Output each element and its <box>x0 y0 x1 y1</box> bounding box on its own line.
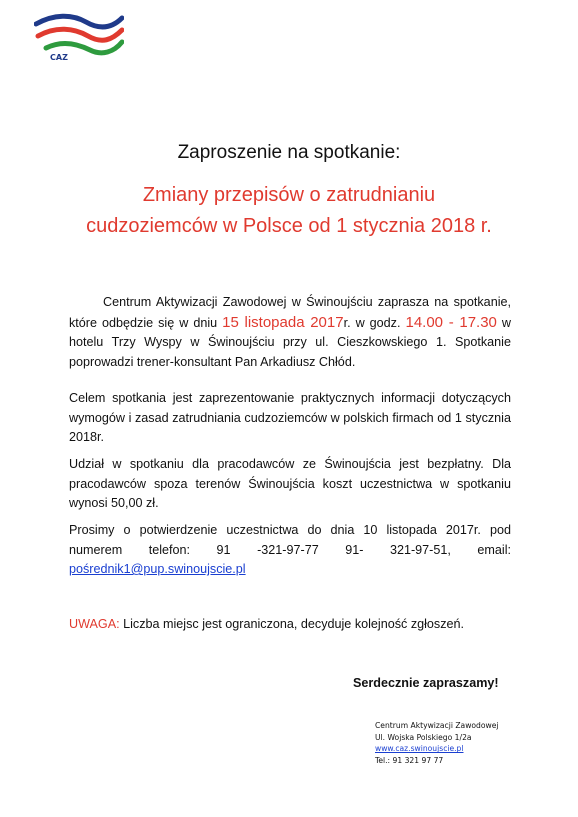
confirmation-paragraph <box>69 521 511 580</box>
closing-text: Serdecznie zapraszamy! <box>353 676 499 690</box>
email-link[interactable]: pośrednik1@pup.swinoujscie.pl <box>69 562 246 576</box>
details-text-a: Centrum Aktywizacji Zawodowej w Świnoujściu zaprasza na spotkanie, które odbędzie się w dniu <box>69 295 511 330</box>
footer-address: Ul. Wojska Polskiego 1/2a <box>375 732 472 742</box>
footer-contact <box>375 720 499 767</box>
details-text-b: r. w godz. <box>343 315 406 330</box>
topic-line-1: Zmiany przepisów o zatrudnianiu <box>142 184 436 206</box>
confirmation-text: Prosimy o potwierdzenie uczestnictwa do dnia 10 listopada 2017r. pod numerem telefon: 91 -321-97-77 91- 321-97-51, email: <box>69 523 511 557</box>
invitation-heading: Zaproszenie na spotkanie: <box>177 142 401 163</box>
logo-text: CAZ <box>50 53 68 62</box>
topic-heading <box>0 180 578 242</box>
topic-line-2: cudzoziemców w Polsce od 1 stycznia 2018 r. <box>86 215 492 237</box>
goal-paragraph: Celem spotkania jest zaprezentowanie praktycznych informacji dotyczących wymogów i zasad zatrudniania cudzoziemców w polskich firmach od 1 stycznia 2018r. <box>69 391 511 444</box>
cost-paragraph: Udział w spotkaniu dla pracodawców ze Świnoujścia jest bezpłatny. Dla pracodawców spoza terenów Świnoujścia koszt uczestnictwa w spotkaniu wynosi 50,00 zł. <box>69 457 511 510</box>
meeting-time: 14.00 - 17.30 <box>405 313 497 331</box>
caz-wave-icon <box>34 12 124 70</box>
meeting-details-paragraph <box>69 293 511 372</box>
footer-website-link[interactable]: www.caz.swinoujscie.pl <box>375 744 464 754</box>
footer-phone: Tel.: 91 321 97 77 <box>375 756 444 766</box>
notice-text: Liczba miejsc jest ograniczona, decyduje kolejność zgłoszeń. <box>119 617 465 631</box>
notice-paragraph <box>69 615 511 635</box>
caz-logo <box>34 12 124 70</box>
footer-org: Centrum Aktywizacji Zawodowej <box>375 721 499 730</box>
meeting-date: 15 listopada 2017 <box>222 313 344 331</box>
details-text-c: w hotelu Trzy Wyspy w Świnoujściu przy ul. Cieszkowskiego 1. Spotkanie poprowadzi trener-konsultant Pan Arkadiusz Chłód. <box>69 315 512 369</box>
notice-label: UWAGA: <box>69 617 120 631</box>
